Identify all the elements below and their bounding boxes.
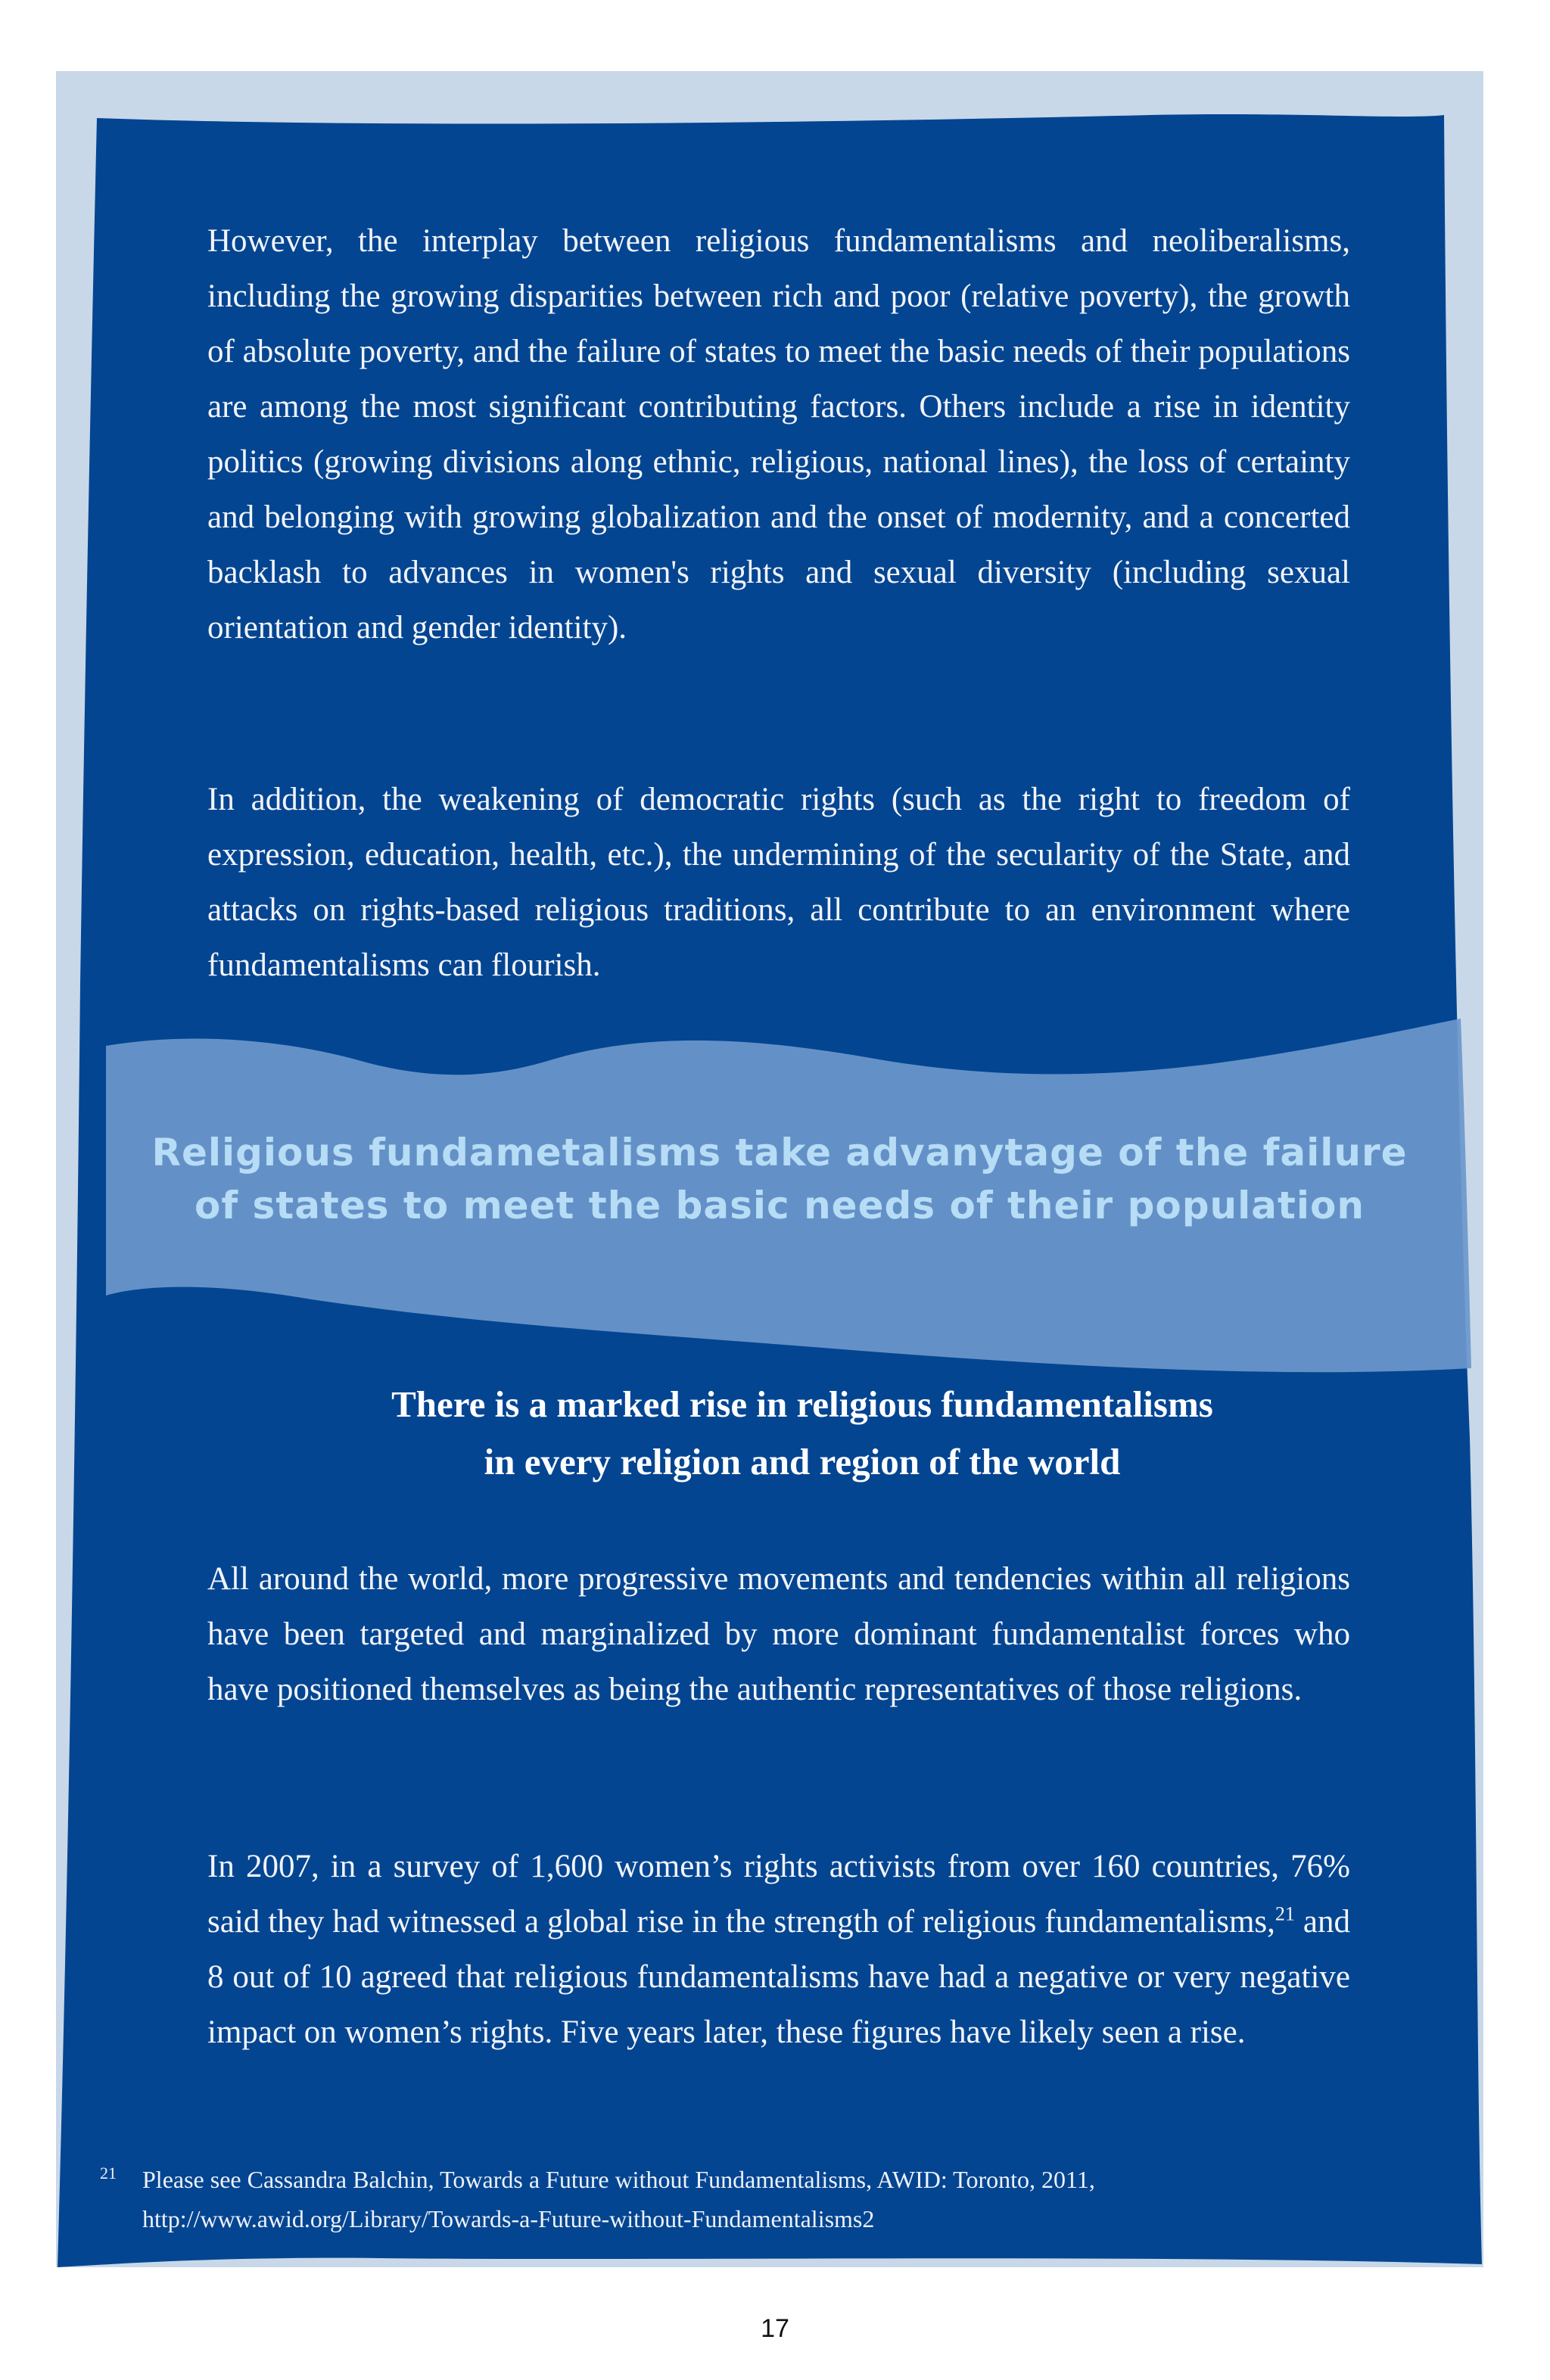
paragraph-interplay xyxy=(207,213,1350,655)
paragraph-democratic-rights xyxy=(207,772,1350,993)
paragraph-progressive-movements xyxy=(207,1551,1350,1717)
survey-text-end: and 8 out of 10 agreed that religious fundamentalisms have had a negative or very negative impact on women’s rights. Five years later, these figures have likely seen a rise. xyxy=(207,1904,1350,2050)
footnote-number: 21 xyxy=(100,2164,117,2182)
survey-text-start: In 2007, in a survey of 1,600 women’s rights activists from over 160 countries, 76% said they had witnessed a global rise in the strength of religious fundamentalisms, xyxy=(207,1849,1350,1940)
paragraph-text: All around the world, more progressive movements and tendencies within all religions have been targeted and marginalized by more dominant fundamentalist forces who have positioned themselves as being the authentic representatives of those religions. xyxy=(207,1561,1350,1707)
paragraph-text: In addition, the weakening of democratic rights (such as the right to freedom of expression, education, health, etc.), the undermining of the secularity of the State, and attacks on rights-based religious traditions, all contribute to an environment where fundamentalisms can flourish. xyxy=(207,782,1350,983)
heading-line-2: in every religion and region of the world xyxy=(484,1441,1121,1482)
footnote-reference: 21 xyxy=(1275,1902,1295,1925)
paragraph-survey xyxy=(207,1839,1350,2060)
pull-quote-callout xyxy=(114,1126,1446,1232)
footnote xyxy=(100,2160,1462,2238)
page-number: 17 xyxy=(761,2314,789,2343)
section-heading xyxy=(227,1376,1377,1491)
footnote-text: Please see Cassandra Balchin, Towards a Future without Fundamentalisms, AWID: Toronto, 2011, http://www.awid.org/Library/Towards-a-Future-without-Fundamentalisms2 xyxy=(142,2166,1095,2232)
heading-line-1: There is a marked rise in religious fundamentalisms xyxy=(391,1383,1213,1425)
paragraph-text: However, the interplay between religious fundamentalisms and neoliberalisms, including the growing disparities between rich and poor (relative poverty), the growth of absolute poverty, and the failure of states to meet the basic needs of their populations are among the most significant contributing factors. Others include a rise in identity politics (growing divisions along ethnic, religious, national lines), the loss of certainty and belonging with growing globalization and the onset of modernity, and a concerted backlash to advances in women's rights and sexual diversity (including sexual orientation and gender identity). xyxy=(207,223,1350,646)
callout-line-2: of states to meet the basic needs of their population xyxy=(195,1184,1365,1227)
callout-line-1: Religious fundametalisms take advanytage of the failure xyxy=(151,1131,1408,1174)
paragraph-text xyxy=(207,1839,1350,2060)
